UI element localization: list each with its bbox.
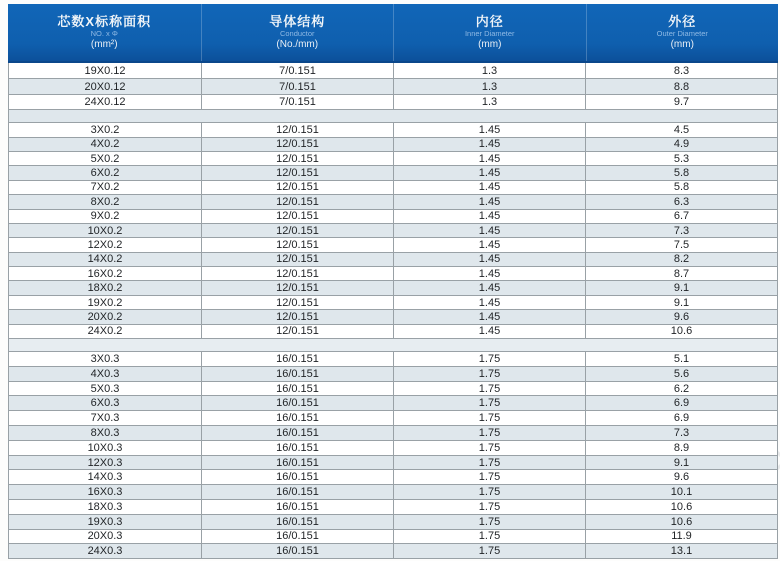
cell-size: 8X0.3: [90, 426, 120, 439]
cell-size: 19X0.2: [87, 296, 123, 309]
cell-outer-diameter: 9.1: [585, 456, 777, 470]
cell-size: 3X0.2: [90, 123, 120, 136]
table-row: [9, 280, 777, 294]
cell-conductor: 16/0.151: [201, 470, 393, 484]
header-subtitle: Conductor: [279, 29, 315, 39]
cell-outer-diameter: 4.5: [585, 123, 777, 136]
table-row: [9, 543, 777, 558]
cell-conductor: 12/0.151: [201, 181, 393, 194]
table-row: [9, 137, 777, 151]
cell-size: 6X0.3: [90, 397, 120, 410]
cell-conductor: 16/0.151: [201, 367, 393, 381]
table-row: [9, 122, 777, 136]
cell-size: 5X0.2: [90, 152, 120, 165]
cell-inner-diameter: 1.75: [393, 500, 585, 514]
table-row: [9, 237, 777, 251]
cell-inner-diameter: 1.75: [393, 396, 585, 410]
table-row: [9, 351, 777, 366]
cell-conductor: 16/0.151: [201, 426, 393, 440]
cell-size: 7X0.3: [90, 412, 120, 425]
cell-size: 19X0.12: [84, 64, 126, 77]
cell-outer-diameter: 6.2: [585, 382, 777, 396]
table-row: [9, 309, 777, 323]
cell-conductor: 12/0.151: [201, 166, 393, 179]
cell-inner-diameter: 1.45: [393, 210, 585, 223]
cell-outer-diameter: 10.6: [585, 515, 777, 529]
cable-spec-table: [8, 4, 778, 557]
cell-size: 8X0.2: [90, 195, 120, 208]
cell-size: 24X0.3: [87, 545, 123, 558]
cell-inner-diameter: 1.75: [393, 456, 585, 470]
table-row: [9, 223, 777, 237]
column-header-1: [201, 4, 394, 61]
table-row: [9, 180, 777, 194]
cell-size: 4X0.2: [90, 138, 120, 151]
cell-inner-diameter: 1.3: [393, 79, 585, 93]
cell-outer-diameter: 7.3: [585, 426, 777, 440]
cell-conductor: 12/0.151: [201, 138, 393, 151]
cell-inner-diameter: 1.45: [393, 166, 585, 179]
header-title: 内径: [475, 13, 504, 29]
cell-outer-diameter: 5.3: [585, 152, 777, 165]
cell-inner-diameter: 1.45: [393, 253, 585, 266]
cell-outer-diameter: 9.6: [585, 310, 777, 323]
column-header-2: [393, 4, 586, 61]
cell-inner-diameter: 1.45: [393, 238, 585, 251]
table-row: [9, 151, 777, 165]
cell-size: 3X0.3: [90, 352, 120, 365]
cell-conductor: 12/0.151: [201, 123, 393, 136]
cell-conductor: 16/0.151: [201, 485, 393, 499]
cell-inner-diameter: 1.75: [393, 441, 585, 455]
table-row: [9, 63, 777, 78]
cell-conductor: 16/0.151: [201, 530, 393, 544]
cell-outer-diameter: 6.9: [585, 411, 777, 425]
cell-conductor: 16/0.151: [201, 544, 393, 558]
cell-inner-diameter: 1.75: [393, 426, 585, 440]
table-row: [9, 499, 777, 514]
table-row: [9, 324, 777, 338]
cell-size: 4X0.3: [90, 367, 120, 380]
cell-outer-diameter: 8.7: [585, 267, 777, 280]
cell-size: 20X0.3: [87, 530, 123, 543]
cell-inner-diameter: 1.75: [393, 530, 585, 544]
cell-conductor: 16/0.151: [201, 500, 393, 514]
cell-inner-diameter: 1.45: [393, 296, 585, 309]
table-row: [9, 381, 777, 396]
cell-size: 20X0.12: [84, 80, 126, 93]
table-row: [9, 529, 777, 544]
cell-inner-diameter: 1.45: [393, 281, 585, 294]
cell-inner-diameter: 1.45: [393, 123, 585, 136]
cell-outer-diameter: 9.1: [585, 296, 777, 309]
cell-conductor: 12/0.151: [201, 253, 393, 266]
cell-inner-diameter: 1.75: [393, 470, 585, 484]
header-title: 芯数X标称面积: [57, 13, 152, 29]
cell-size: 20X0.2: [87, 310, 123, 323]
cell-outer-diameter: 9.6: [585, 470, 777, 484]
cell-conductor: 16/0.151: [201, 456, 393, 470]
header-unit: (mm): [670, 39, 694, 51]
cell-size: 24X0.2: [87, 325, 123, 338]
cell-conductor: 7/0.151: [201, 95, 393, 109]
cell-size: 9X0.2: [90, 210, 120, 223]
cell-conductor: 16/0.151: [201, 515, 393, 529]
cell-conductor: 12/0.151: [201, 152, 393, 165]
group-separator-row: [9, 109, 777, 122]
cell-conductor: 12/0.151: [201, 310, 393, 323]
cell-inner-diameter: 1.75: [393, 485, 585, 499]
cell-outer-diameter: 13.1: [585, 544, 777, 558]
cell-size: 12X0.3: [87, 456, 123, 469]
table-row: [9, 366, 777, 381]
table-body: [8, 63, 778, 559]
table-row: [9, 395, 777, 410]
cell-inner-diameter: 1.75: [393, 544, 585, 558]
cell-outer-diameter: 9.7: [585, 95, 777, 109]
cell-inner-diameter: 1.75: [393, 367, 585, 381]
cell-outer-diameter: 4.9: [585, 138, 777, 151]
table-row: [9, 455, 777, 470]
cell-outer-diameter: 7.3: [585, 224, 777, 237]
cell-conductor: 12/0.151: [201, 238, 393, 251]
cell-conductor: 16/0.151: [201, 396, 393, 410]
table-row: [9, 165, 777, 179]
cell-conductor: 12/0.151: [201, 281, 393, 294]
cell-size: 14X0.2: [87, 253, 123, 266]
table-row: [9, 514, 777, 529]
table-row: [9, 78, 777, 93]
cell-inner-diameter: 1.45: [393, 310, 585, 323]
cell-conductor: 7/0.151: [201, 63, 393, 78]
cell-conductor: 12/0.151: [201, 195, 393, 208]
header-title: 导体结构: [269, 13, 326, 29]
cell-outer-diameter: 8.9: [585, 441, 777, 455]
cell-outer-diameter: 10.6: [585, 500, 777, 514]
table-row: [9, 209, 777, 223]
cell-outer-diameter: 5.8: [585, 166, 777, 179]
cell-outer-diameter: 6.7: [585, 210, 777, 223]
cell-size: 10X0.3: [87, 441, 123, 454]
cell-inner-diameter: 1.45: [393, 195, 585, 208]
cell-size: 18X0.2: [87, 282, 123, 295]
cell-conductor: 12/0.151: [201, 210, 393, 223]
cell-conductor: 12/0.151: [201, 267, 393, 280]
table-row: [9, 425, 777, 440]
cell-size: 14X0.3: [87, 471, 123, 484]
table-row: [9, 440, 777, 455]
cell-inner-diameter: 1.75: [393, 411, 585, 425]
cell-size: 24X0.12: [84, 95, 126, 108]
cell-size: 5X0.3: [90, 382, 120, 395]
cell-outer-diameter: 10.6: [585, 325, 777, 338]
cell-inner-diameter: 1.3: [393, 63, 585, 78]
cell-size: 10X0.2: [87, 224, 123, 237]
cell-outer-diameter: 11.9: [585, 530, 777, 544]
cell-outer-diameter: 9.1: [585, 281, 777, 294]
cell-inner-diameter: 1.75: [393, 382, 585, 396]
cell-outer-diameter: 8.3: [585, 63, 777, 78]
header-unit: (mm²): [90, 39, 118, 51]
cell-size: 16X0.2: [87, 267, 123, 280]
cell-conductor: 16/0.151: [201, 382, 393, 396]
cell-inner-diameter: 1.75: [393, 515, 585, 529]
cell-size: 18X0.3: [87, 500, 123, 513]
cell-size: 12X0.2: [87, 238, 123, 251]
header-subtitle: Inner Diameter: [464, 29, 515, 39]
cell-inner-diameter: 1.3: [393, 95, 585, 109]
cell-outer-diameter: 6.3: [585, 195, 777, 208]
cell-inner-diameter: 1.45: [393, 267, 585, 280]
cell-conductor: 16/0.151: [201, 441, 393, 455]
cell-conductor: 12/0.151: [201, 224, 393, 237]
cell-inner-diameter: 1.45: [393, 325, 585, 338]
table-row: [9, 410, 777, 425]
cell-outer-diameter: 5.6: [585, 367, 777, 381]
column-header-3: [586, 4, 779, 61]
cell-outer-diameter: 7.5: [585, 238, 777, 251]
cell-size: 19X0.3: [87, 515, 123, 528]
table-row: [9, 469, 777, 484]
cell-size: 6X0.2: [90, 167, 120, 180]
cell-inner-diameter: 1.75: [393, 352, 585, 366]
cell-outer-diameter: 6.9: [585, 396, 777, 410]
cell-outer-diameter: 8.2: [585, 253, 777, 266]
cell-inner-diameter: 1.45: [393, 224, 585, 237]
cell-outer-diameter: 8.8: [585, 79, 777, 93]
header-unit: (mm): [478, 39, 502, 51]
cell-conductor: 12/0.151: [201, 296, 393, 309]
cell-outer-diameter: 5.1: [585, 352, 777, 366]
cell-conductor: 12/0.151: [201, 325, 393, 338]
cell-inner-diameter: 1.45: [393, 181, 585, 194]
table-row: [9, 484, 777, 499]
column-header-0: [8, 4, 201, 61]
cell-conductor: 16/0.151: [201, 352, 393, 366]
header-title: 外径: [668, 13, 697, 29]
table-row: [9, 252, 777, 266]
cell-inner-diameter: 1.45: [393, 138, 585, 151]
cell-size: 7X0.2: [90, 181, 120, 194]
table-row: [9, 94, 777, 109]
table-row: [9, 194, 777, 208]
table-header: [8, 4, 778, 63]
header-unit: (No./mm): [276, 39, 319, 51]
cell-conductor: 16/0.151: [201, 411, 393, 425]
cell-size: 16X0.3: [87, 486, 123, 499]
cell-outer-diameter: 5.8: [585, 181, 777, 194]
header-subtitle: NO. x Φ: [90, 29, 118, 39]
cell-inner-diameter: 1.45: [393, 152, 585, 165]
table-row: [9, 295, 777, 309]
header-subtitle: Outer Diameter: [656, 29, 708, 39]
group-separator-row: [9, 338, 777, 351]
cell-conductor: 7/0.151: [201, 79, 393, 93]
cell-outer-diameter: 10.1: [585, 485, 777, 499]
table-row: [9, 266, 777, 280]
